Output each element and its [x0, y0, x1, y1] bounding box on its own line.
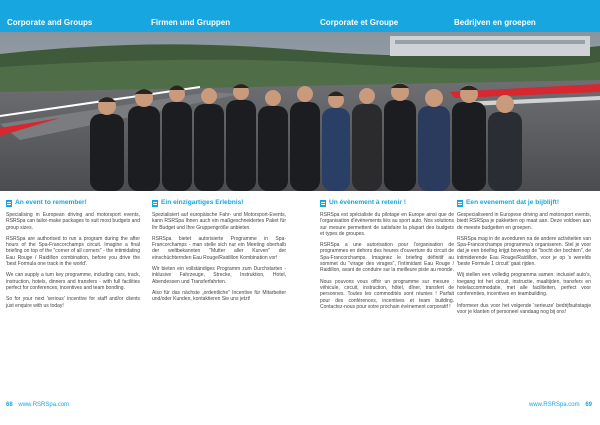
paragraph: So for your next 'serious' incentive for staff and/or clients just enquire with us today! — [6, 296, 140, 309]
paragraph: Wij stellen een volledig programma samen: inclusief auto's, toegang tot het circuit, instructie, maaltijden, transfers en hotelaccommodatie, met alle faciliteiten, perfect voor conferenties, incentives en teambuilding. — [457, 272, 591, 298]
paragraph: RSRSpa are authorised to run a program during the after hours of the Spa-Francorchamps circuit. Imagine a final briefing on top of the "corner of all corners" - the intimidating Eau Rouge / Raidillon combination, before you drive the 'best Formula one track in the world'. — [6, 235, 140, 268]
paragraph: Gespecialiseerd in Europese driving and motorsport events, biedt RSRSpa je pakketten op maat aan. Deze voldoen aan de meeste budgetten en groepen. — [457, 212, 591, 231]
paragraph: Informeer dus voor het volgende 'serieuze' bedrijfsuitstapje voor je klanten of personeel vandaag nog bij ons! — [457, 302, 591, 315]
header-bar — [0, 0, 600, 32]
column-fr — [320, 199, 454, 315]
paragraph: RSRSpa est spécialiste du pilotage en Europe ainsi que de l'organisation d'évènements liés au sport auto. Nos solutions sur mesure permettent de satisfaire la plupart des budgets et types de groupes. — [320, 212, 454, 237]
paragraph: Nous pouvons vous offrir un programme sur mesure : véhicule, circuit, instruction, hôtel, dîner, transfert de personnes. Toutes les commodités sont réunies ! Parfait pour des conférences, incentives et team building. Contactez-nous pour votre prochain évènement corporatif ! — [320, 278, 454, 310]
page-number: 68 — [6, 402, 13, 408]
column-nl — [457, 199, 591, 320]
column-de — [152, 199, 286, 308]
footer-right — [529, 402, 592, 408]
paragraph: Wir bieten ein vollständiges Programm zum Durchstarten - inklusive Fahrzeuge, Strecke, Instruktion, Hotel, Abendessen und Transferfahrten. — [152, 266, 286, 285]
column-heading-text: Un évènement à retenir ! — [329, 199, 406, 206]
paragraph: RSRSpa mag in de avonduren na de andere activiteiten van Spa-Francorchamps programma's organiseren. Stel je voor dat je een briefing krijgt bovenop de "bocht der bochten", de intimiderende Eau Rouge/Raidillon, voor je op 's werelds 'beste Formule 1 circuit' gaat rijden. — [457, 235, 591, 268]
paragraph: RSRSpa a une autorisation pour l'organisation de programmes en dehors des heures d'ouverture du circuit de Spa-Francorchamps. Imaginez le briefing définitif au sommet du "virage des virages", l'intimidant Eau Rouge / Raidillon, avant de conduire sur la meilleure piste au monde. — [320, 242, 454, 274]
paragraph: Also für das nächste „ordentliche" Incentive für Mitarbeiter und/oder Kunden, kontaktieren Sie uns jetzt! — [152, 289, 286, 303]
group-photo — [0, 32, 600, 191]
column-heading — [457, 199, 591, 207]
website-link[interactable]: www.RSRSpa.com — [18, 402, 70, 408]
column-en — [6, 199, 140, 314]
paragraph: RSRSpa bietet autorisierte Programme in Spa-Francorchamps - man stelle sich nur ein Meeting oberhalb der weltbekannten "Mutter aller Kurven" der einschüchternden Eau Rouge/Raidillon Kombination vor! — [152, 235, 286, 261]
document-icon — [457, 200, 463, 207]
column-heading — [6, 199, 140, 207]
header-title-fr: Corporate et Groupe — [320, 18, 399, 27]
footer-left — [6, 402, 69, 408]
paragraph: Spezialisiert auf europäische Fahr- und Motorsport-Events, kann RSRSpa Ihnen auch ein maßgeschneidertes Paket für Ihr Budget und Ihre Gruppengröße anbieten. — [152, 212, 286, 231]
column-heading-text: Ein einzigartiges Erlebnis! — [161, 199, 244, 206]
column-heading-text: An event to remember! — [15, 199, 87, 206]
paragraph: Specialising in European driving and motorsport events, RSRSpa can tailor-make packages to suit most budgets and group sizes. — [6, 212, 140, 231]
group-photo-illustration — [0, 32, 600, 191]
column-heading — [320, 199, 454, 207]
document-icon — [152, 200, 158, 207]
column-heading-text: Een evenement dat je bijblijft! — [466, 199, 560, 206]
paragraph: We can supply a turn key programme, including cars, track, instruction, hotels, dinners and transfers - with full facilities perfect for conferences, incentives and team bonding. — [6, 272, 140, 291]
document-icon — [320, 200, 326, 207]
header-title-nl: Bedrijven en groepen — [454, 18, 536, 27]
page-number: 69 — [585, 402, 592, 408]
header-title-de: Firmen und Gruppen — [151, 18, 231, 27]
header-title-en: Corporate and Groups — [7, 18, 93, 27]
column-heading — [152, 199, 286, 207]
document-icon — [6, 200, 12, 207]
website-link[interactable]: www.RSRSpa.com — [528, 402, 580, 408]
